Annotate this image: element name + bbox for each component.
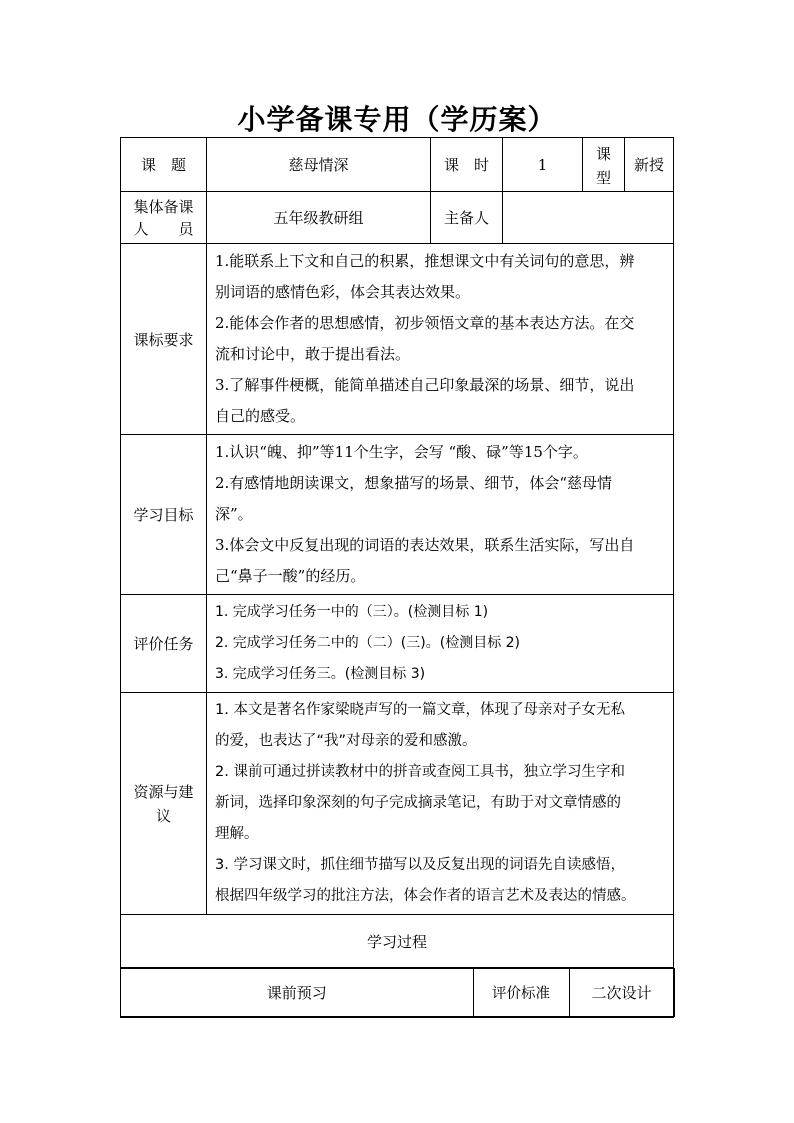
resources-line: 根据四年级学习的批注方法，体会作者的语言艺术及表达的情感。 (215, 888, 636, 904)
resources-line: 的爱，也表达了“我”对母亲的爱和感激。 (215, 733, 477, 749)
process-columns-cell (121, 968, 674, 1018)
assessment-line: 2. 完成学习任务二中的（二）(三)。(检测目标 2) (215, 635, 521, 651)
standards-line: 流和讨论中，敢于提出看法。 (215, 345, 411, 363)
lesson-plan-table (120, 137, 674, 1018)
process-col-preview: 课前预习 (121, 969, 473, 1017)
section-label-resources (121, 693, 207, 915)
resources-label-line2: 议 (155, 806, 171, 825)
topic-label: 课 题 (121, 138, 207, 192)
hours-label: 课 时 (431, 138, 503, 192)
process-col-redesign: 二次设计 (569, 969, 674, 1017)
process-heading-row (121, 915, 674, 968)
assessment-line: 1. 完成学习任务一中的（三）。(检测目标 1) (215, 604, 489, 620)
resources-line: 新词，选择印象深刻的句子完成摘录笔记，有助于对文章情感的 (215, 795, 621, 811)
staff-row (121, 192, 674, 244)
resources-line: 2. 课前可通过拼读教材中的拼音或查阅工具书，独立学习生字和 (215, 764, 625, 780)
section-row-assessment (121, 595, 674, 693)
staff-label-line2: 人 员 (133, 219, 194, 238)
staff-label-line1: 集体备课 (133, 197, 194, 216)
section-row-standards (121, 244, 674, 435)
type-label-text: 课型 (596, 144, 612, 187)
section-content-goals (207, 435, 674, 595)
process-heading: 学习过程 (121, 915, 674, 968)
hours-value: 1 (503, 138, 583, 192)
section-label-goals: 学习目标 (121, 435, 207, 595)
lead-value (503, 192, 674, 244)
goals-line: 1.认识“魄、抑”等11个生字，会写 “酸、碌”等15个字。 (215, 443, 588, 461)
standards-line: 别词语的感情色彩，体会其表达效果。 (215, 283, 471, 301)
topic-value: 慈母情深 (207, 138, 431, 192)
standards-line: 自己的感受。 (215, 407, 306, 425)
resources-line: 1. 本文是著名作家梁晓声写的一篇文章，体现了母亲对子女无私 (215, 702, 625, 718)
standards-line: 3.了解事件梗概，能简单描述自己印象最深的场景、细节，说出 (215, 376, 635, 394)
section-label-standards: 课标要求 (121, 244, 207, 435)
section-row-resources (121, 693, 674, 915)
lead-label: 主备人 (431, 192, 503, 244)
section-content-standards (207, 244, 674, 435)
standards-line: 2.能体会作者的思想感情，初步领悟文章的基本表达方法。在交 (215, 314, 635, 332)
goals-line: 2.有感情地朗读课文，想象描写的场景、细节，体会“慈母情 (215, 474, 612, 492)
section-label-assessment: 评价任务 (121, 595, 207, 693)
process-columns-table (121, 968, 675, 1017)
standards-line: 1.能联系上下文和自己的积累，推想课文中有关词句的意思，辨 (215, 252, 635, 270)
process-col-criteria: 评价标准 (473, 969, 569, 1017)
staff-label (121, 192, 207, 244)
type-value: 新授 (625, 138, 674, 192)
resources-label-line1: 资源与建 (133, 782, 194, 801)
section-content-resources (207, 693, 674, 915)
goals-line: 深”。 (215, 505, 253, 523)
section-row-goals (121, 435, 674, 595)
goals-line: 己“鼻子一酸”的经历。 (215, 567, 366, 585)
topic-row (121, 138, 674, 192)
goals-line: 3.体会文中反复出现的词语的表达效果，联系生活实际，写出自 (215, 536, 635, 554)
document-title: 小学备课专用（学历案） (237, 103, 557, 136)
resources-line: 理解。 (215, 826, 259, 842)
process-columns-row (121, 968, 674, 1018)
type-label (583, 138, 625, 192)
section-content-assessment (207, 595, 674, 693)
resources-line: 3. 学习课文时，抓住细节描写以及反复出现的词语先自读感悟， (215, 857, 625, 873)
assessment-line: 3. 完成学习任务三。(检测目标 3) (215, 666, 426, 682)
staff-value: 五年级教研组 (207, 192, 431, 244)
